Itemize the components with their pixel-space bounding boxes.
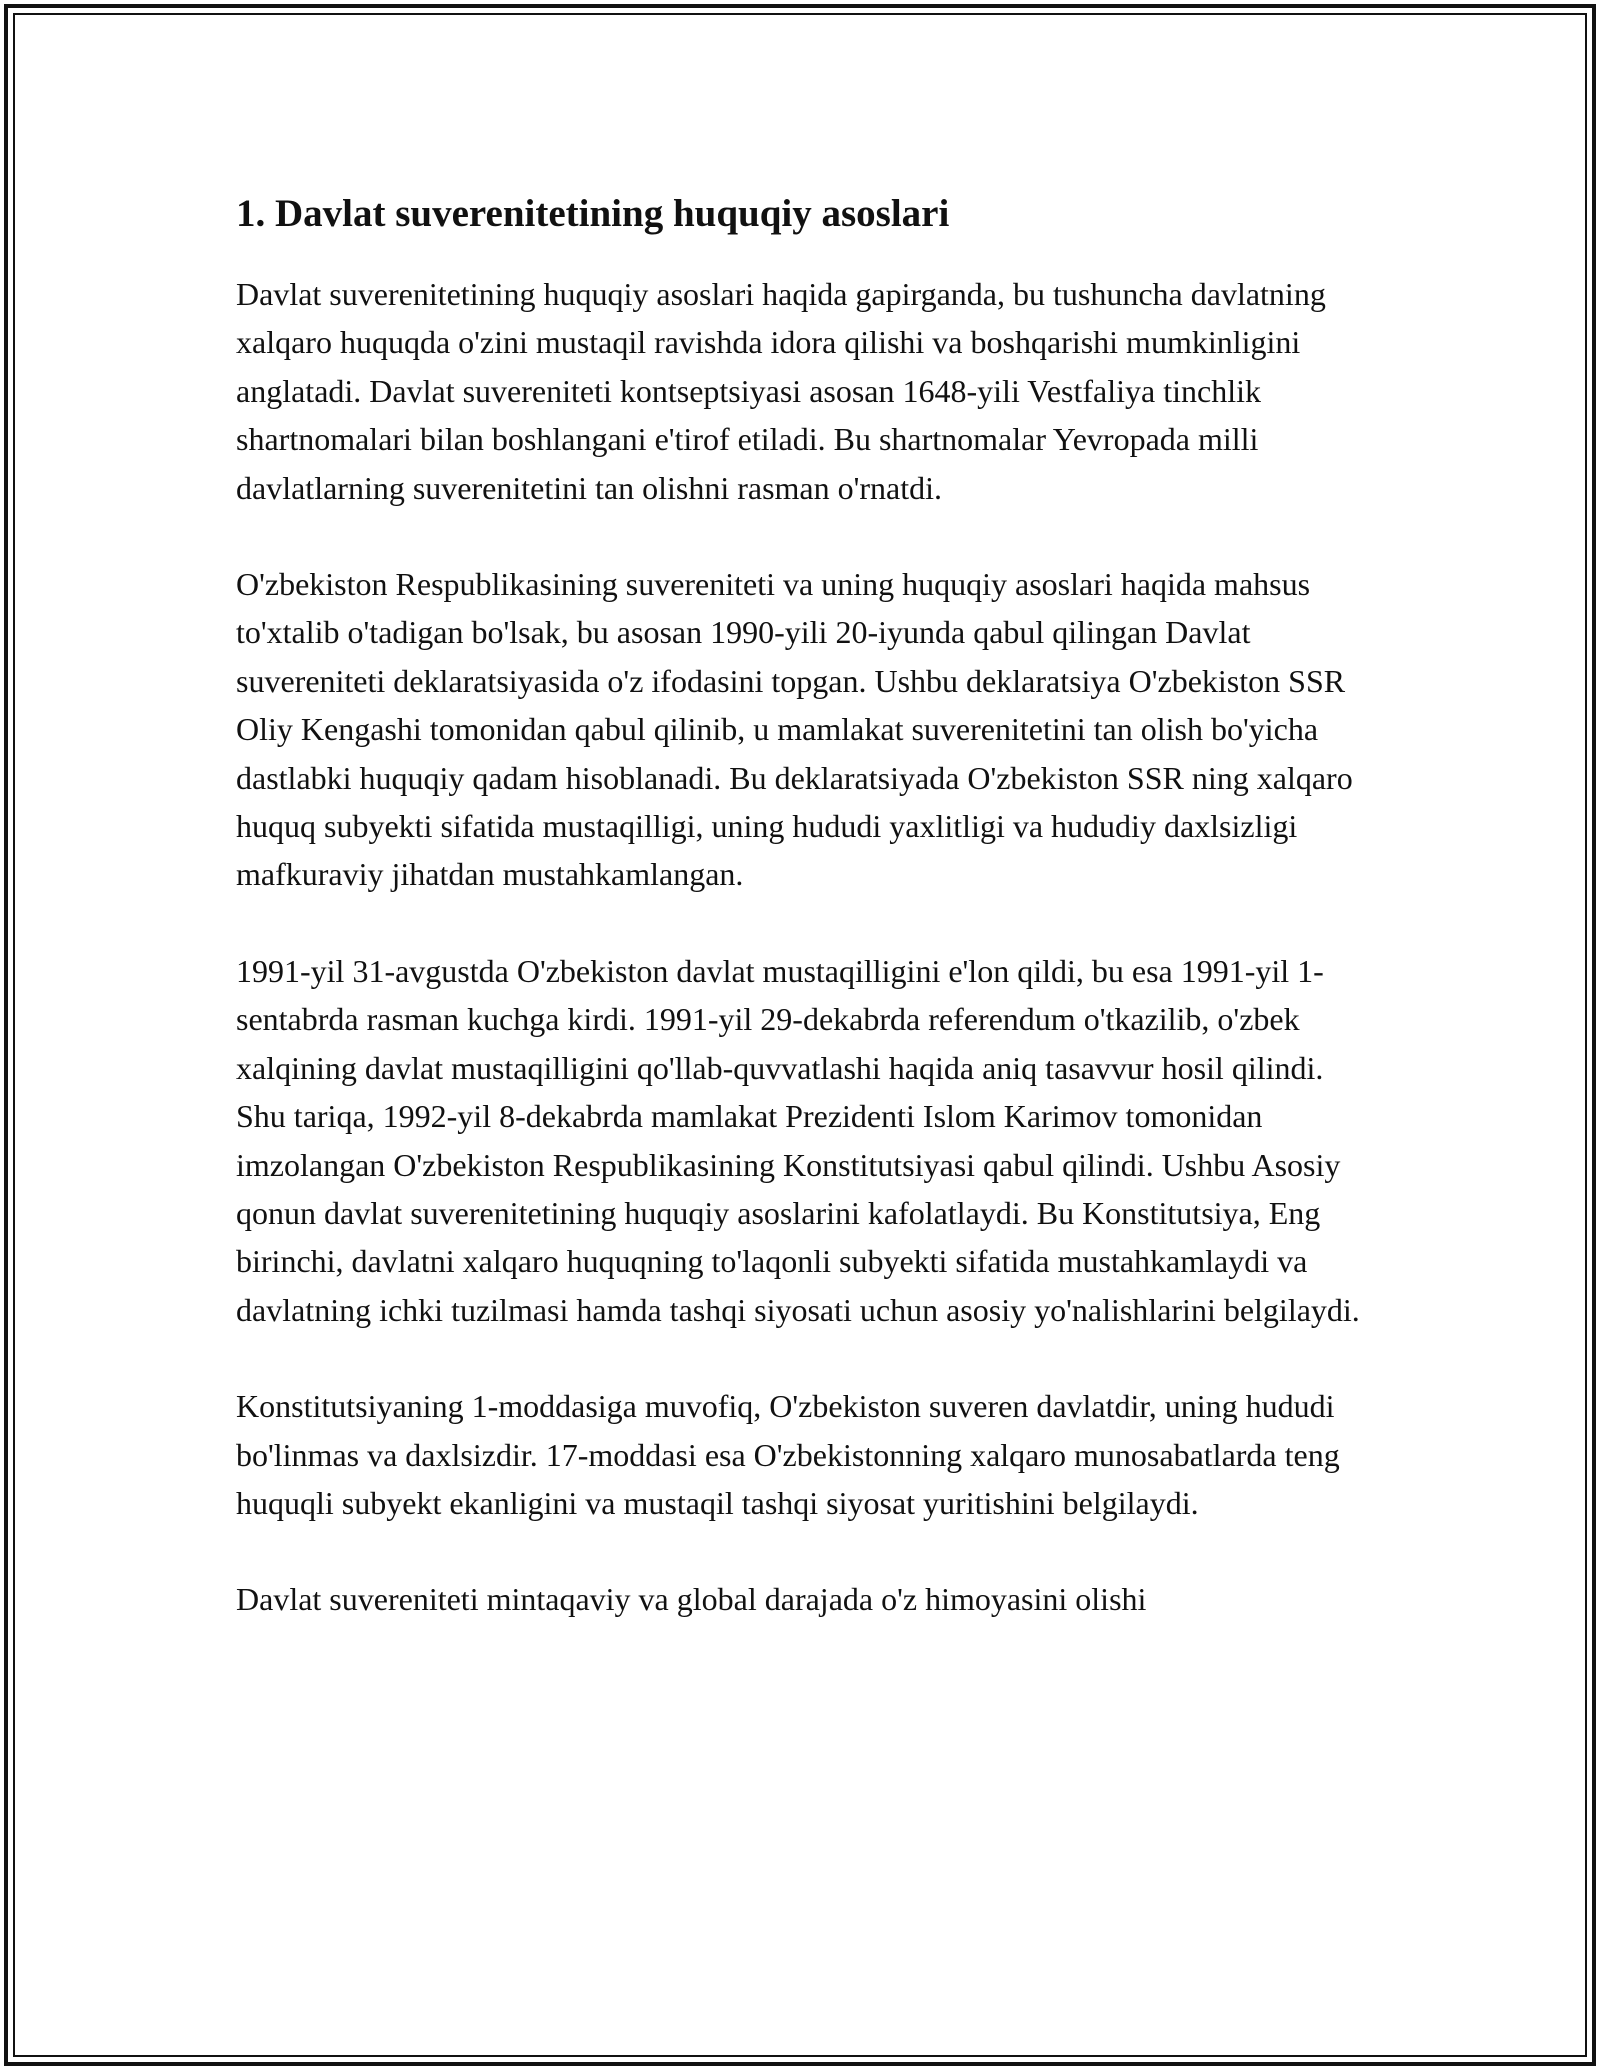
paragraph-2: O'zbekiston Respublikasining suvereniteti va uning huquqiy asoslari haqida mahsus to'xtalib o'tadigan bo'lsak, bu asosan 1990-yili 20-iyunda qabul qilingan Davlat suvereniteti deklaratsiyasida o'z ifodasini topgan. Ushbu deklaratsiya O'zbekiston SSR Oliy Kengashi tomonidan qabul qilinib, u mamlakat suverenitetini tan olish bo'yicha dastlabki huquqiy qadam hisoblanadi. Bu deklaratsiyada O'zbekiston SSR ning xalqaro huquq subyekti sifatida mustaqilligi, uning hududi yaxlitligi va hududiy daxlsizligi mafkuraviy jihatdan mustahkamlangan.: [236, 566, 1353, 893]
document-body: [236, 186, 1376, 1672]
paragraph-5: Davlat suvereniteti mintaqaviy va global darajada o'z himoyasini olishi: [236, 1581, 1147, 1618]
paragraph-1: Davlat suverenitetining huquqiy asoslari haqida gapirganda, bu tushuncha davlatning xalqaro huquqda o'zini mustaqil ravishda idora qilishi va boshqarishi mumkinligini anglatadi. Davlat suvereniteti kontseptsiyasi asosan 1648-yili Vestfaliya tinchlik shartnomalari bilan boshlangani e'tirof etiladi. Bu shartnomalar Yevropada milli davlatlarning suverenitetini tan olishni rasman o'rnatdi.: [236, 276, 1326, 506]
paragraph-3: 1991-yil 31-avgustda O'zbekiston davlat mustaqilligini e'lon qildi, bu esa 1991-yil 1-sentabrda rasman kuchga kirdi. 1991-yil 29-dekabrda referendum o'tkazilib, o'zbek xalqining davlat mustaqilligini qo'llab-quvvatlashi haqida aniq tasavvur hosil qilindi. Shu tariqa, 1992-yil 8-dekabrda mamlakat Prezidenti Islom Karimov tomonidan imzolangan O'zbekiston Respublikasining Konstitutsiyasi qabul qilindi. Ushbu Asosiy qonun davlat suverenitetining huquqiy asoslarini kafolatlaydi. Bu Konstitutsiya, Eng birinchi, davlatni xalqaro huquqning to'laqonli subyekti sifatida mustahkamlaydi va davlatning ichki tuzilmasi hamda tashqi siyosati uchun asosiy yo'nalishlarini belgilaydi.: [236, 952, 1360, 1328]
paragraph-4: Konstitutsiyaning 1-moddasiga muvofiq, O'zbekiston suveren davlatdir, uning hududi bo'linmas va daxlsizdir. 17-moddasi esa O'zbekistonning xalqaro munosabatlarda teng huquqli subyekt ekanligini va mustaqil tashqi siyosat yuritishini belgilaydi.: [236, 1388, 1340, 1521]
section-heading: 1. Davlat suverenitetining huquqiy asoslari: [236, 192, 950, 235]
